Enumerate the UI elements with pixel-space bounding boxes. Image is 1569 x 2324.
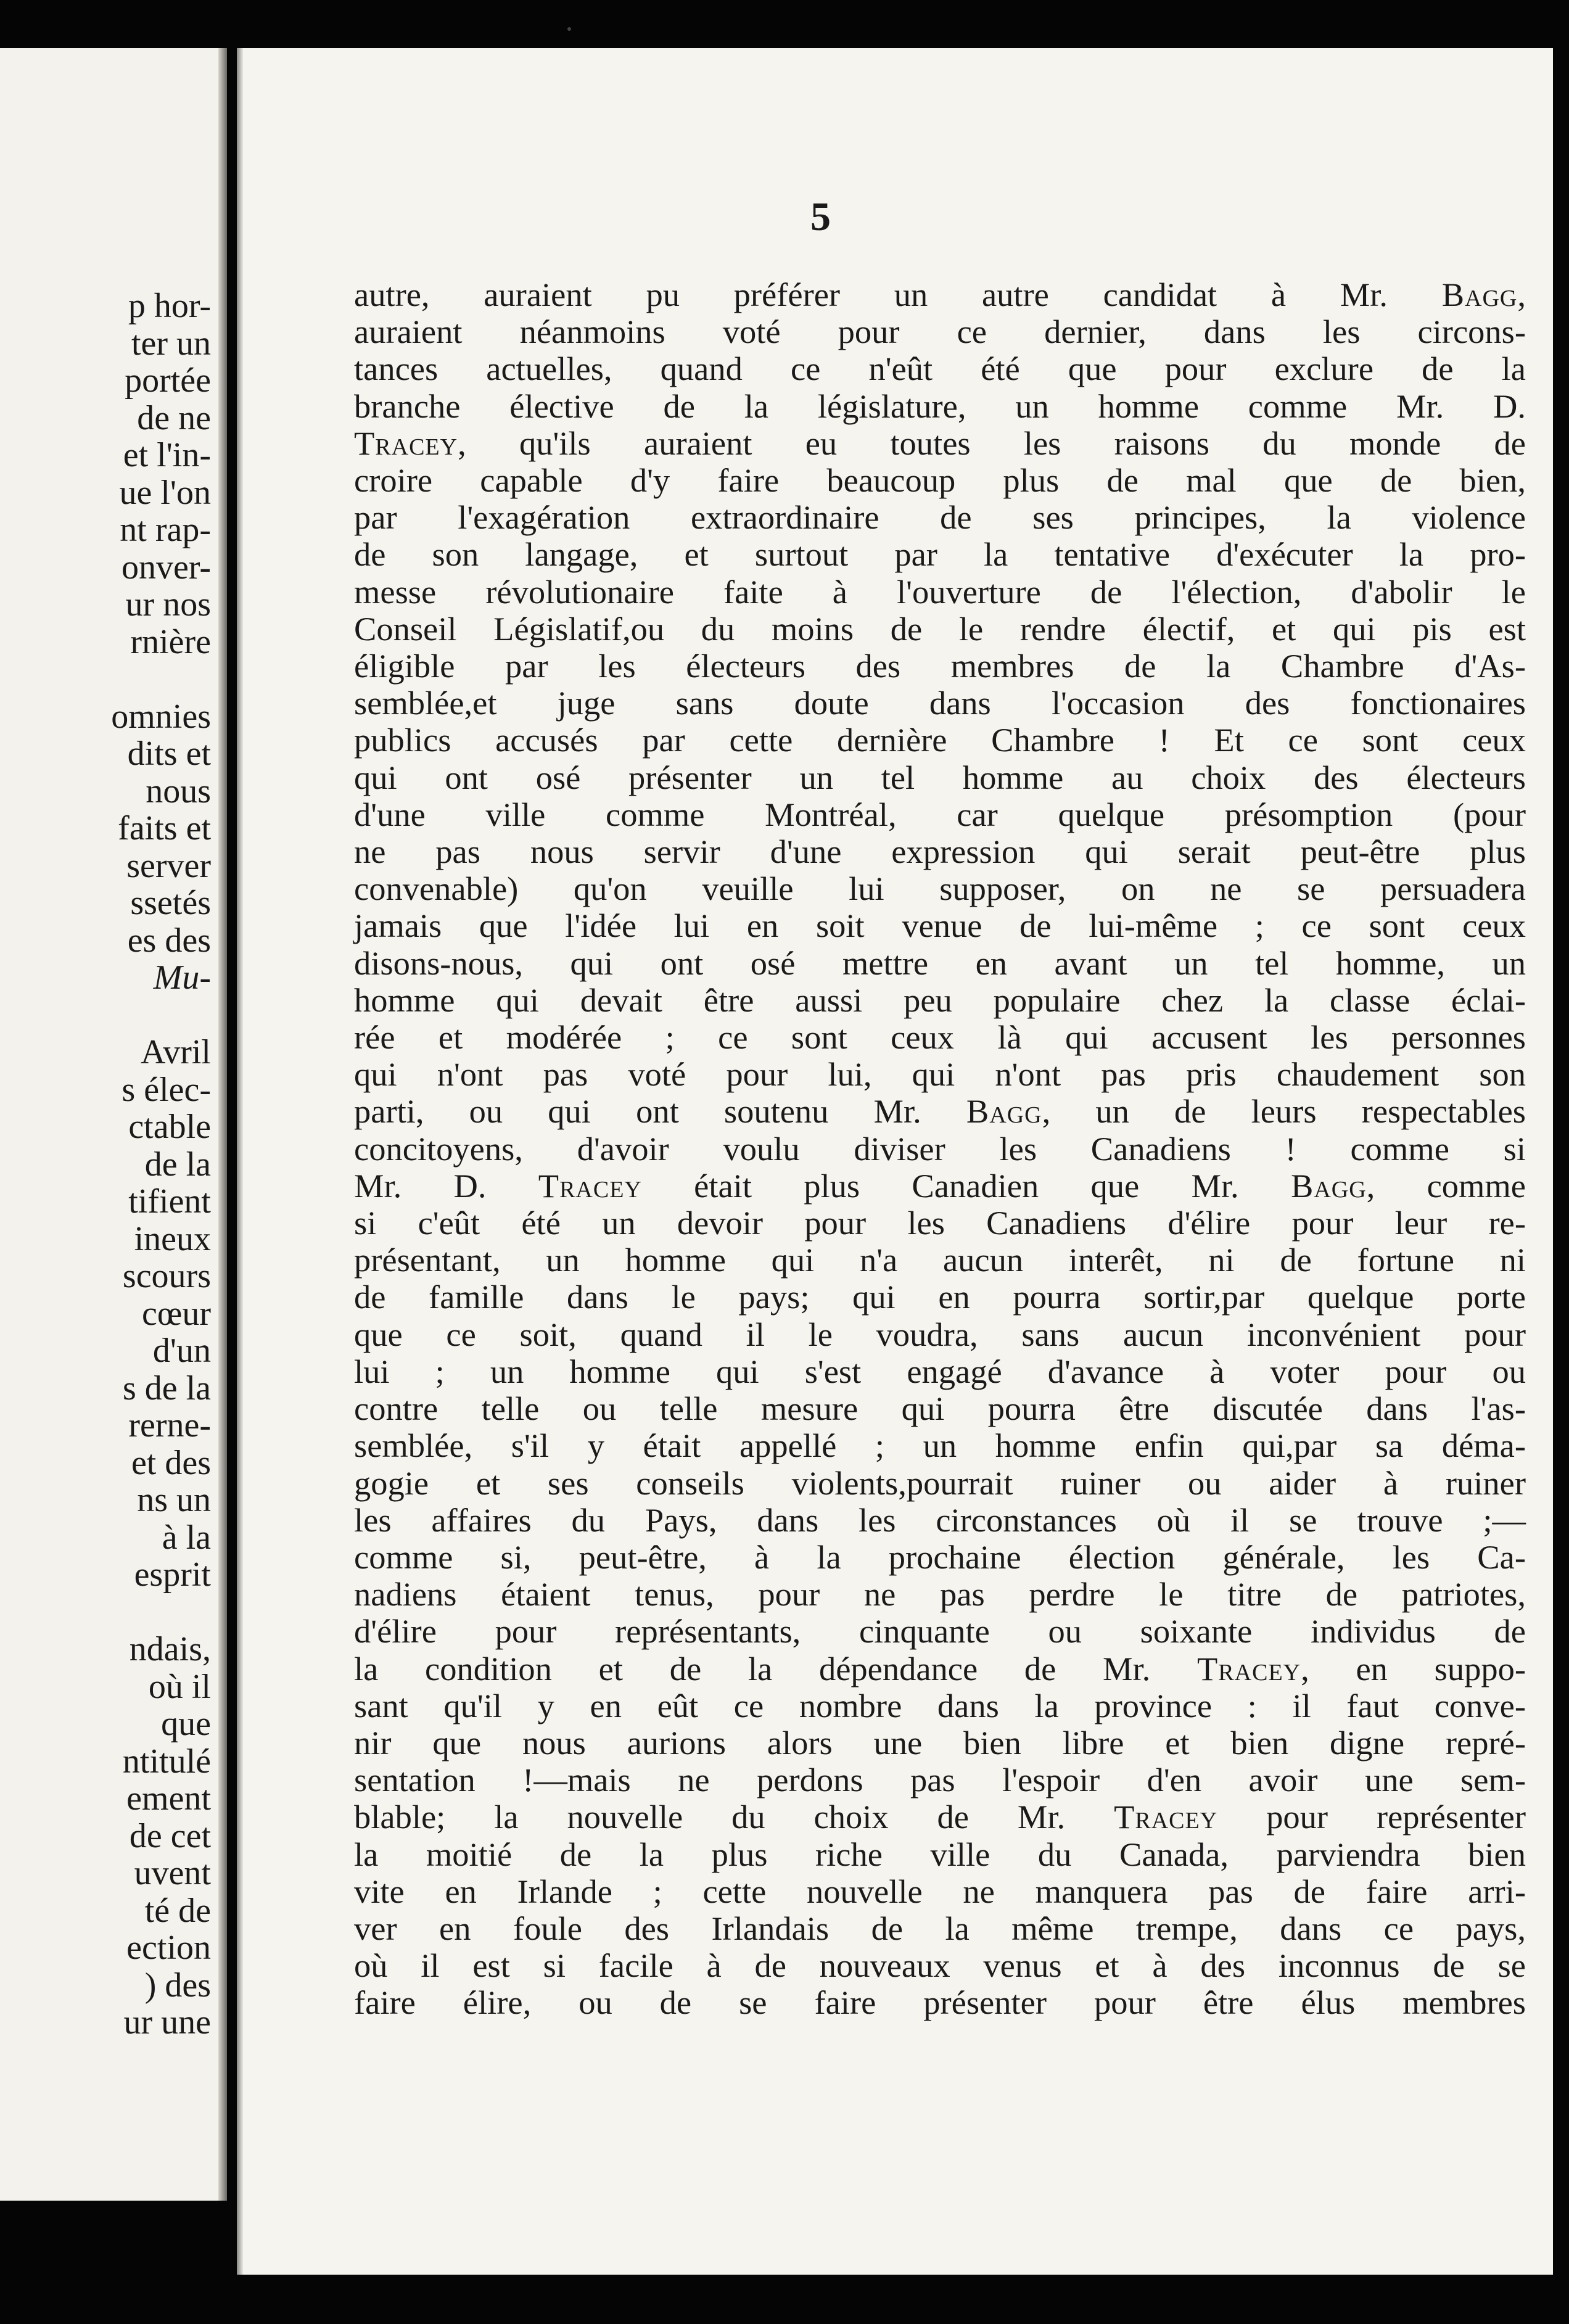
text-line: comme si, peut-être, à la prochaine élection générale, les Ca-	[354, 1538, 1526, 1576]
text-line: ver en foule des Irlandais de la même trempe, dans ce pays,	[354, 1909, 1526, 1947]
left-page-edge	[218, 48, 227, 2201]
left-text-line: ection	[126, 1929, 211, 1967]
left-text-line	[111, 661, 211, 698]
left-text-line: ns un	[137, 1481, 211, 1519]
text-line: sentation !—mais ne perdons pas l'espoir d'en avoir une sem-	[354, 1761, 1526, 1799]
left-text-line: server	[126, 846, 211, 885]
left-text-line: ur une	[123, 2003, 211, 2042]
body-text	[354, 276, 1526, 2022]
text-line: Conseil Législatif,ou du moins de le rendre électif, et qui pis est	[354, 609, 1526, 648]
left-text-line: de la	[144, 1145, 211, 1184]
left-text-line: es des	[127, 921, 211, 960]
text-line: branche élective de la législature, un homme comme Mr. D.	[354, 387, 1526, 425]
left-text-line: esprit	[134, 1556, 211, 1594]
text-line: de famille dans le pays; qui en pourra sortir,par quelque porte	[354, 1278, 1526, 1316]
text-line: contre telle ou telle mesure qui pourra être discutée dans l'as-	[354, 1390, 1526, 1428]
text-line: homme qui devait être aussi peu populaire chez la classe éclai-	[354, 981, 1526, 1019]
text-line: les affaires du Pays, dans les circonstances où il se trouve ;—	[354, 1501, 1526, 1539]
text-line: lui ; un homme qui s'est engagé d'avance à voter pour ou	[354, 1352, 1526, 1390]
text-line: par l'exagération extraordinaire de ses principes, la violence	[354, 498, 1526, 537]
left-text-line: faits et	[118, 809, 211, 847]
left-text-line: uvent	[134, 1854, 211, 1892]
text-line: parti, ou qui ont soutenu Mr. Bagg, un de leurs respectables	[354, 1092, 1526, 1131]
left-text-line: s de la	[122, 1369, 211, 1407]
left-text-line: et des	[131, 1443, 211, 1482]
left-text-line: nous	[146, 772, 211, 810]
left-text-line: de ne	[137, 398, 211, 437]
text-line: croire capable d'y faire beaucoup plus de mal que de bien,	[354, 461, 1526, 500]
left-text-line: ndais,	[129, 1630, 211, 1668]
text-line: Tracey, qu'ils auraient eu toutes les raisons du monde de	[354, 424, 1526, 462]
text-line: rée et modérée ; ce sont ceux là qui accusent les personnes	[354, 1018, 1526, 1057]
left-page-fragment	[0, 48, 227, 2201]
left-text-line: Avril	[140, 1033, 211, 1071]
left-text-line: ter un	[131, 324, 211, 363]
text-line: concitoyens, d'avoir voulu diviser les Canadiens ! comme si	[354, 1129, 1526, 1168]
left-text-line: ineux	[134, 1219, 211, 1258]
left-text-line: Mu-	[153, 958, 211, 997]
text-line: autre, auraient pu préférer un autre candidat à Mr. Bagg,	[354, 276, 1526, 313]
text-line: sant qu'il y en eût ce nombre dans la province : il faut conve-	[354, 1686, 1526, 1724]
text-line: éligible par les électeurs des membres de la Chambre d'As-	[354, 647, 1526, 685]
text-line: d'une ville comme Montréal, car quelque présomption (pour	[354, 795, 1526, 833]
left-text-line: d'un	[152, 1332, 211, 1370]
text-line: qui n'ont pas voté pour lui, qui n'ont pas pris chaudement son	[354, 1055, 1526, 1094]
text-line: auraient néanmoins voté pour ce dernier, dans les circons-	[354, 313, 1526, 351]
text-line: vite en Irlande ; cette nouvelle ne manquera pas de faire arri-	[354, 1872, 1526, 1910]
text-line: ne pas nous servir d'une expression qui serait peut-être plus	[354, 833, 1526, 871]
text-line: Mr. D. Tracey était plus Canadien que Mr. Bagg, comme	[354, 1166, 1526, 1205]
text-line: faire élire, ou de se faire présenter pour être élus membres	[354, 1984, 1526, 2022]
text-line: semblée,et juge sans doute dans l'occasion des fonctionaires	[354, 684, 1526, 722]
left-text-line: de cet	[129, 1816, 211, 1855]
text-line: publics accusés par cette dernière Chambre ! Et ce sont ceux	[354, 721, 1526, 759]
left-text-line: où il	[148, 1667, 211, 1706]
left-text-line	[111, 997, 211, 1034]
page-number: 5	[810, 194, 831, 239]
left-text-line: tifient	[128, 1182, 211, 1221]
left-text-line: p hor-	[128, 287, 211, 325]
left-text-line: s élec-	[121, 1070, 211, 1109]
left-text-line: ) des	[144, 1966, 211, 2005]
text-line: de son langage, et surtout par la tentative d'exécuter la pro-	[354, 535, 1526, 574]
text-line: la condition et de la dépendance de Mr. Tracey, en suppo-	[354, 1649, 1526, 1687]
left-text-line: ue l'on	[119, 473, 211, 512]
left-text-line: cœur	[142, 1294, 211, 1333]
left-page-text	[111, 287, 211, 2042]
left-text-line: que	[161, 1705, 211, 1743]
left-text-line: ement	[126, 1779, 211, 1818]
main-page	[237, 48, 1553, 2275]
text-line: semblée, s'il y était appellé ; un homme enfin qui,par sa déma-	[354, 1427, 1526, 1465]
text-line: blable; la nouvelle du choix de Mr. Tracey pour représenter	[354, 1798, 1526, 1836]
left-text-line: omnies	[111, 697, 211, 736]
text-line: d'élire pour représentants, cinquante ou soixante individus de	[354, 1612, 1526, 1650]
left-text-line: rnière	[130, 622, 211, 661]
left-text-line: à la	[162, 1518, 211, 1557]
scan-speck	[567, 27, 571, 31]
page-gutter	[237, 48, 243, 2275]
left-text-line: rerne-	[128, 1406, 211, 1444]
text-line: nir que nous aurions alors une bien libre et bien digne repré-	[354, 1723, 1526, 1762]
text-line: messe révolutionaire faite à l'ouverture de l'élection, d'abolir le	[354, 572, 1526, 611]
text-line: convenable) qu'on veuille lui supposer, on ne se persuadera	[354, 870, 1526, 908]
text-line: jamais que l'idée lui en soit venue de lui-même ; ce sont ceux	[354, 907, 1526, 945]
text-line: si c'eût été un devoir pour les Canadiens d'élire pour leur re-	[354, 1204, 1526, 1242]
left-text-line: dits et	[127, 735, 211, 773]
text-line: tances actuelles, quand ce n'eût été que pour exclure de la	[354, 350, 1526, 388]
left-text-line: onver-	[121, 548, 211, 587]
left-text-line: ctable	[128, 1108, 211, 1146]
text-line: gogie et ses conseils violents,pourrait ruiner ou aider à ruiner	[354, 1464, 1526, 1502]
text-line: présentant, un homme qui n'a aucun interêt, ni de fortune ni	[354, 1241, 1526, 1279]
left-text-line: scours	[122, 1257, 211, 1295]
left-text-line: et l'in-	[123, 436, 211, 474]
left-text-line: nt rap-	[120, 511, 211, 549]
text-line: disons-nous, qui ont osé mettre en avant un tel homme, un	[354, 944, 1526, 982]
left-text-line: ur nos	[125, 585, 211, 624]
left-text-line	[111, 1594, 211, 1631]
left-text-line: té de	[144, 1891, 211, 1930]
left-text-line: ntitulé	[122, 1742, 211, 1781]
text-line: la moitié de la plus riche ville du Canada, parviendra bien	[354, 1835, 1526, 1873]
text-line: qui ont osé présenter un tel homme au choix des électeurs	[354, 758, 1526, 796]
left-text-line: ssetés	[130, 884, 211, 922]
left-text-line: portée	[125, 361, 211, 400]
text-line: que ce soit, quand il le voudra, sans aucun inconvénient pour	[354, 1315, 1526, 1353]
text-line: nadiens étaient tenus, pour ne pas perdre le titre de patriotes,	[354, 1575, 1526, 1613]
text-line: où il est si facile à de nouveaux venus et à des inconnus de se	[354, 1947, 1526, 1985]
